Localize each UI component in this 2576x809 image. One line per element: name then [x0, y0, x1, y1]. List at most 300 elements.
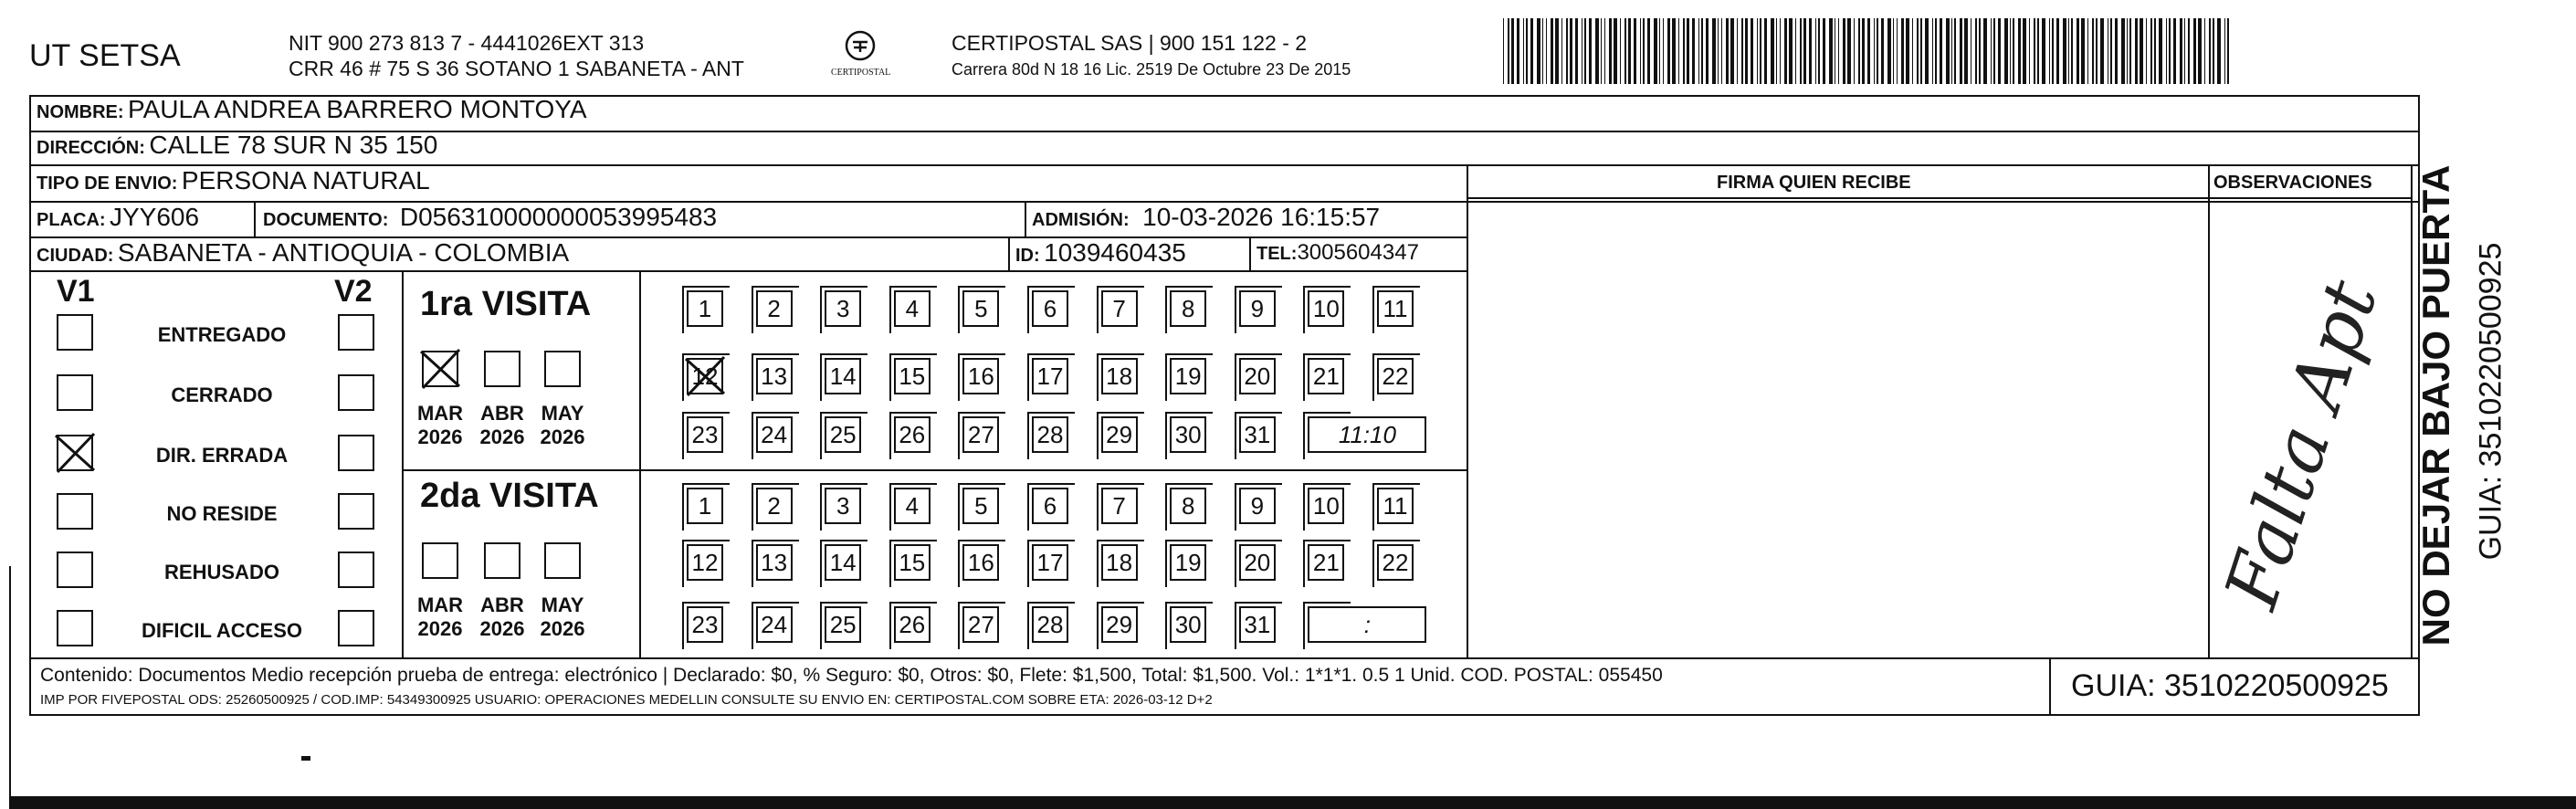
month-name: ABR	[480, 402, 524, 425]
barcode-bar	[2110, 18, 2112, 84]
month-label	[534, 402, 591, 449]
month-name: MAR	[416, 594, 464, 616]
barcode-bar	[2140, 18, 2143, 84]
day-cell[interactable]	[1308, 290, 1344, 327]
barcode-bar	[2166, 18, 2167, 84]
day-cell[interactable]	[756, 606, 793, 643]
barcode-bar	[2037, 18, 2040, 84]
barcode-bar	[1659, 18, 1660, 84]
day-cell[interactable]	[756, 488, 793, 524]
certipostal-logo	[831, 27, 891, 82]
day-number: 2	[767, 295, 781, 322]
day-cell[interactable]	[1032, 606, 1068, 643]
day-cell[interactable]	[962, 290, 999, 327]
side-warning: NO DEJAR BAJO PUERTA	[2414, 164, 2457, 646]
barcode-bar	[2013, 18, 2014, 84]
day-number: 27	[967, 611, 994, 638]
documento-cell	[263, 203, 717, 232]
month-name: ABR	[480, 594, 524, 616]
observaciones-header: OBSERVACIONES	[2213, 173, 2372, 193]
barcode-bar	[1678, 18, 1679, 84]
barcode-bar	[1780, 18, 1782, 84]
v1-header: V1	[57, 274, 95, 309]
day-cell[interactable]	[1239, 358, 1276, 394]
v2-checkbox[interactable]	[338, 552, 374, 588]
barcode-bar	[1906, 18, 1909, 84]
barcode-bar	[2042, 18, 2045, 84]
tel-cell	[1256, 240, 1419, 266]
day-number: 16	[967, 362, 994, 390]
day-cell[interactable]	[1239, 606, 1276, 643]
day-cell[interactable]	[894, 290, 931, 327]
day-number: 4	[905, 492, 920, 520]
barcode-bar	[1566, 18, 1568, 84]
nombre-value: PAULA ANDREA BARRERO MONTOYA	[128, 95, 587, 123]
v2-checkbox[interactable]	[338, 435, 374, 471]
barcode-bar	[2184, 18, 2185, 84]
day-cell[interactable]	[1308, 544, 1344, 581]
day-number: 6	[1043, 295, 1057, 322]
day-cell[interactable]	[1377, 544, 1414, 581]
month-year: 2026	[417, 426, 463, 448]
barcode-bar	[2092, 18, 2094, 84]
barcode-bar	[1523, 18, 1524, 84]
placa-label: PLACA:	[37, 210, 106, 230]
barcode-bar	[2018, 18, 2021, 84]
barcode-bar	[1912, 18, 1913, 84]
barcode-bar	[1823, 18, 1825, 84]
footer-guia: GUIA: 3510220500925	[2071, 668, 2389, 703]
barcode-bar	[2049, 18, 2050, 84]
barcode-image	[1503, 18, 2232, 84]
barcode-bar	[1760, 18, 1761, 84]
barcode-bar	[1815, 18, 1816, 84]
month-checkbox[interactable]	[422, 542, 458, 579]
day-number: 12	[691, 362, 719, 390]
barcode-bar	[1998, 18, 2001, 84]
month-label	[534, 594, 591, 641]
month-name: MAY	[541, 594, 584, 616]
day-cell[interactable]	[1308, 488, 1344, 524]
admision-cell	[1032, 203, 1380, 232]
firma-header: FIRMA QUIEN RECIBE	[1717, 173, 1911, 193]
barcode-bar	[2052, 18, 2054, 84]
status-label: CERRADO	[171, 383, 273, 406]
barcode-bar	[1935, 18, 1937, 84]
month-checkbox[interactable]	[484, 351, 520, 387]
day-cell[interactable]	[1377, 488, 1414, 524]
status-label: REHUSADO	[164, 561, 279, 583]
v1-checkbox[interactable]	[57, 314, 93, 351]
day-number: 15	[899, 362, 926, 390]
direccion-row	[37, 131, 437, 160]
barcode-bar	[1979, 18, 1982, 84]
day-cell[interactable]	[962, 544, 999, 581]
day-cell[interactable]	[825, 606, 861, 643]
day-number: 13	[761, 549, 788, 576]
barcode-bar	[1901, 18, 1904, 84]
month-label	[474, 594, 531, 641]
day-cell[interactable]	[1308, 358, 1344, 394]
placa-cell	[37, 203, 199, 232]
barcode-bar	[1726, 18, 1729, 84]
barcode-bar	[1925, 18, 1929, 84]
barcode-bar	[2169, 18, 2171, 84]
observaciones-area[interactable]	[2210, 201, 2409, 656]
month-label	[474, 402, 531, 449]
month-checkbox[interactable]	[544, 351, 581, 387]
barcode-bar	[1854, 18, 1855, 84]
day-number: 29	[1106, 611, 1133, 638]
day-cell[interactable]	[825, 290, 861, 327]
barcode-bar	[1764, 18, 1767, 84]
day-cell[interactable]	[687, 358, 723, 394]
day-cell[interactable]	[1101, 416, 1138, 453]
barcode-bar	[1858, 18, 1860, 84]
footer-line1: Contenido: Documentos Medio recepción prueba de entrega: electrónico | Declarado: $0, % Seguro: $0, Otros: $0, Flete: $1,500, Total: $1,500. Vol.: 1*1*1. 0.5 1 Unid. COD. POSTAL: 055450	[40, 665, 1663, 686]
day-cell[interactable]	[687, 416, 723, 453]
barcode-bar	[1991, 18, 1992, 84]
firma-area[interactable]	[1470, 201, 2206, 656]
barcode-bar	[1897, 18, 1898, 84]
day-number: 17	[1036, 549, 1064, 576]
day-number: 6	[1043, 492, 1057, 520]
day-number: 4	[905, 295, 920, 322]
barcode-bar	[1706, 18, 1709, 84]
barcode-bar	[1940, 18, 1942, 84]
day-cell[interactable]	[1377, 290, 1414, 327]
day-cell[interactable]	[894, 544, 931, 581]
day-number: 31	[1244, 611, 1271, 638]
id-label: ID:	[1015, 246, 1040, 266]
barcode-bar	[1847, 18, 1851, 84]
barcode-bar	[2146, 18, 2147, 84]
day-number: 19	[1174, 549, 1202, 576]
day-number: 18	[1106, 362, 1133, 390]
barcode-bar	[2100, 18, 2104, 84]
day-number: 7	[1112, 492, 1126, 520]
day-cell[interactable]	[687, 606, 723, 643]
barcode-bar	[1795, 18, 1796, 84]
barcode-bar	[1920, 18, 1923, 84]
barcode-bar	[1843, 18, 1845, 84]
day-number: 10	[1312, 492, 1340, 520]
day-cell[interactable]	[1032, 488, 1068, 524]
barcode-bar	[1687, 18, 1689, 84]
day-cell[interactable]	[756, 290, 793, 327]
day-number: 23	[691, 421, 719, 448]
v1-checkbox[interactable]	[57, 552, 93, 588]
month-year: 2026	[540, 617, 585, 640]
day-number: 28	[1036, 611, 1064, 638]
day-cell[interactable]	[756, 416, 793, 453]
barcode-bar	[2023, 18, 2026, 84]
status-label: NO RESIDE	[166, 502, 278, 525]
month-checkbox[interactable]	[422, 351, 458, 387]
barcode-bar	[1530, 18, 1533, 84]
barcode-bar	[2173, 18, 2176, 84]
day-cell[interactable]	[1170, 544, 1206, 581]
tel-label: TEL:	[1256, 244, 1298, 264]
day-cell[interactable]	[1239, 416, 1276, 453]
month-name: MAR	[416, 402, 464, 425]
ciudad-label: CIUDAD:	[37, 246, 114, 266]
day-number: 12	[691, 549, 719, 576]
tipo-value: PERSONA NATURAL	[181, 166, 430, 194]
barcode-bar	[2224, 18, 2225, 84]
day-cell[interactable]	[1101, 488, 1138, 524]
barcode-bar	[1809, 18, 1813, 84]
day-cell[interactable]	[825, 488, 861, 524]
barcode-bar	[1721, 18, 1723, 84]
barcode-bar	[1829, 18, 1833, 84]
barcode-bar	[1683, 18, 1685, 84]
barcode-bar	[2127, 18, 2128, 84]
day-cell[interactable]	[1032, 416, 1068, 453]
day-number: 27	[967, 421, 994, 448]
day-cell[interactable]	[825, 544, 861, 581]
day-cell[interactable]	[1377, 358, 1414, 394]
status-label: ENTREGADO	[157, 323, 287, 346]
month-checkbox[interactable]	[544, 542, 581, 579]
v1-checkbox[interactable]	[57, 374, 93, 411]
day-number: 25	[829, 421, 857, 448]
barcode-bar	[2198, 18, 2202, 84]
barcode-bar	[1932, 18, 1933, 84]
day-cell[interactable]	[1239, 488, 1276, 524]
v2-checkbox[interactable]	[338, 374, 374, 411]
day-cell[interactable]	[1101, 606, 1138, 643]
barcode-bar	[1643, 18, 1645, 84]
barcode-bar	[2217, 18, 2221, 84]
v1-checkbox[interactable]	[57, 610, 93, 646]
day-number: 14	[829, 362, 857, 390]
barcode-bar	[1712, 18, 1716, 84]
barcode-bar	[1503, 18, 1504, 84]
carrier-line: CERTIPOSTAL SAS | 900 151 122 - 2	[952, 31, 1308, 55]
visit1-title: 1ra VISITA	[420, 285, 592, 323]
barcode-bar	[1993, 18, 1995, 84]
barcode-bar	[1575, 18, 1579, 84]
nit-line: NIT 900 273 813 7 - 4441026EXT 313	[289, 31, 645, 55]
company-name: UT SETSA	[29, 38, 181, 73]
day-cell[interactable]	[825, 416, 861, 453]
barcode-bar	[1624, 18, 1626, 84]
barcode-bar	[1800, 18, 1802, 84]
v2-checkbox[interactable]	[338, 314, 374, 351]
barcode-bar	[1604, 18, 1606, 84]
v2-header: V2	[334, 274, 373, 309]
day-number: 25	[829, 611, 857, 638]
month-label	[412, 594, 468, 641]
barcode-bar	[1647, 18, 1650, 84]
barcode-bar	[1663, 18, 1665, 84]
day-number: 21	[1312, 549, 1340, 576]
day-number: 2	[767, 492, 781, 520]
direccion-label: DIRECCIÓN:	[37, 138, 145, 158]
footer-line2: IMP POR FIVEPOSTAL ODS: 25260500925 / COD.IMP: 54349300925 USUARIO: OPERACIONES MEDELLIN CONSULTE SU ENVIO EN: CERTIPOSTAL.COM SOBRE ETA: 2026-03-12 D+2	[40, 692, 1213, 708]
day-number: 7	[1112, 295, 1126, 322]
barcode-bar	[1951, 18, 1952, 84]
barcode-bar	[1537, 18, 1540, 84]
barcode-bar	[1609, 18, 1612, 84]
day-cell[interactable]	[1170, 290, 1206, 327]
side-guia: GUIA: 3510220500925	[2473, 242, 2508, 561]
day-cell[interactable]	[962, 358, 999, 394]
day-cell[interactable]	[894, 488, 931, 524]
barcode-bar	[1838, 18, 1840, 84]
carrier-subline: Carrera 80d N 18 16 Lic. 2519 De Octubre 23 De 2015	[952, 60, 1351, 79]
barcode-bar	[2204, 18, 2205, 84]
day-cell[interactable]	[1101, 290, 1138, 327]
v2-checkbox[interactable]	[338, 493, 374, 530]
month-year: 2026	[540, 426, 585, 448]
barcode-bar	[1818, 18, 1820, 84]
day-number: 26	[899, 611, 926, 638]
day-number: 24	[761, 611, 788, 638]
day-number: 31	[1244, 421, 1271, 448]
barcode-bar	[1751, 18, 1754, 84]
day-cell[interactable]	[962, 416, 999, 453]
day-cell[interactable]	[1032, 358, 1068, 394]
admision-label: ADMISIÓN:	[1032, 210, 1130, 230]
month-name: MAY	[541, 402, 584, 425]
day-cell[interactable]	[1170, 416, 1206, 453]
day-cell[interactable]	[687, 544, 723, 581]
day-cell[interactable]	[962, 488, 999, 524]
day-number: 30	[1174, 611, 1202, 638]
day-number: 24	[761, 421, 788, 448]
barcode-bar	[1561, 18, 1562, 84]
day-cell[interactable]	[1239, 544, 1276, 581]
day-cell[interactable]	[1101, 358, 1138, 394]
barcode-bar	[2209, 18, 2211, 84]
day-number: 20	[1244, 549, 1271, 576]
v1-checkbox[interactable]	[57, 493, 93, 530]
day-cell[interactable]	[1032, 290, 1068, 327]
barcode-bar	[1803, 18, 1806, 84]
logo-text: CERTIPOSTAL	[831, 68, 891, 78]
day-number: 11	[1383, 295, 1408, 322]
stray-mark	[301, 756, 310, 761]
barcode-bar	[2121, 18, 2125, 84]
barcode-bar	[1960, 18, 1962, 84]
barcode-bar	[2071, 18, 2073, 84]
day-number: 5	[974, 492, 988, 520]
barcode-bar	[1730, 18, 1734, 84]
nombre-label: NOMBRE:	[37, 102, 124, 122]
documento-value: D056310000000053995483	[399, 203, 718, 231]
barcode-bar	[1546, 18, 1548, 84]
day-number: 13	[761, 362, 788, 390]
barcode-bar	[2115, 18, 2118, 84]
day-number: 26	[899, 421, 926, 448]
day-number: 22	[1382, 549, 1409, 576]
day-cell[interactable]	[894, 416, 931, 453]
barcode-bar	[1964, 18, 1968, 84]
day-cell[interactable]	[825, 358, 861, 394]
barcode-bar	[2150, 18, 2152, 84]
day-number: 9	[1250, 492, 1265, 520]
day-cell[interactable]	[1101, 544, 1138, 581]
day-number: 15	[899, 549, 926, 576]
day-cell[interactable]	[756, 544, 793, 581]
barcode-bar	[1667, 18, 1670, 84]
barcode-bar	[2213, 18, 2215, 84]
month-label	[412, 402, 468, 449]
barcode-bar	[1526, 18, 1528, 84]
barcode-bar	[1867, 18, 1871, 84]
documento-label: DOCUMENTO:	[263, 210, 389, 230]
id-cell	[1015, 238, 1186, 268]
barcode-bar	[1614, 18, 1617, 84]
day-cell[interactable]	[894, 358, 931, 394]
barcode-bar	[1654, 18, 1657, 84]
barcode-bar	[1542, 18, 1543, 84]
barcode-bar	[2056, 18, 2059, 84]
month-checkbox[interactable]	[484, 542, 520, 579]
admision-value: 10-03-2026 16:15:57	[1142, 203, 1381, 231]
month-year: 2026	[479, 617, 525, 640]
barcode-bar	[1692, 18, 1696, 84]
day-cell[interactable]	[687, 290, 723, 327]
day-cell[interactable]	[1170, 606, 1206, 643]
day-number: 1	[698, 492, 712, 520]
v1-checkbox[interactable]	[57, 435, 93, 471]
day-cell[interactable]	[1239, 290, 1276, 327]
tipo-row	[37, 166, 430, 195]
day-cell[interactable]	[962, 606, 999, 643]
barcode-bar	[1570, 18, 1572, 84]
day-number: 22	[1382, 362, 1409, 390]
v2-checkbox[interactable]	[338, 610, 374, 646]
time-field[interactable]: 11:10	[1308, 416, 1426, 453]
time-field[interactable]: :	[1308, 606, 1426, 643]
barcode-bar	[1887, 18, 1891, 84]
barcode-bar	[1698, 18, 1699, 84]
barcode-bar	[1584, 18, 1586, 84]
ciudad-value: SABANETA - ANTIOQUIA - COLOMBIA	[117, 238, 570, 267]
nombre-row	[37, 95, 587, 124]
day-number: 9	[1250, 295, 1265, 322]
barcode-bar	[1874, 18, 1875, 84]
barcode-bar	[2029, 18, 2030, 84]
day-cell[interactable]	[1170, 358, 1206, 394]
day-cell[interactable]	[894, 606, 931, 643]
observaciones-handwriting: Falta Apt	[2208, 270, 2394, 618]
barcode-bar	[1620, 18, 1621, 84]
day-cell[interactable]	[1170, 488, 1206, 524]
day-number: 5	[974, 295, 988, 322]
day-cell[interactable]	[687, 488, 723, 524]
barcode-bar	[1589, 18, 1592, 84]
barcode-bar	[1551, 18, 1553, 84]
barcode-bar	[1508, 18, 1509, 84]
visit2-title: 2da VISITA	[420, 477, 599, 515]
day-number: 3	[836, 492, 850, 520]
barcode-bar	[2068, 18, 2069, 84]
day-cell[interactable]	[1032, 544, 1068, 581]
barcode-bar	[2193, 18, 2196, 84]
day-number: 3	[836, 295, 850, 322]
status-label: DIR. ERRADA	[155, 444, 289, 467]
month-year: 2026	[479, 426, 525, 448]
day-number: 11	[1383, 492, 1408, 520]
day-number: 10	[1312, 295, 1340, 322]
day-cell[interactable]	[756, 358, 793, 394]
barcode-bar	[1640, 18, 1641, 84]
day-number: 19	[1174, 362, 1202, 390]
